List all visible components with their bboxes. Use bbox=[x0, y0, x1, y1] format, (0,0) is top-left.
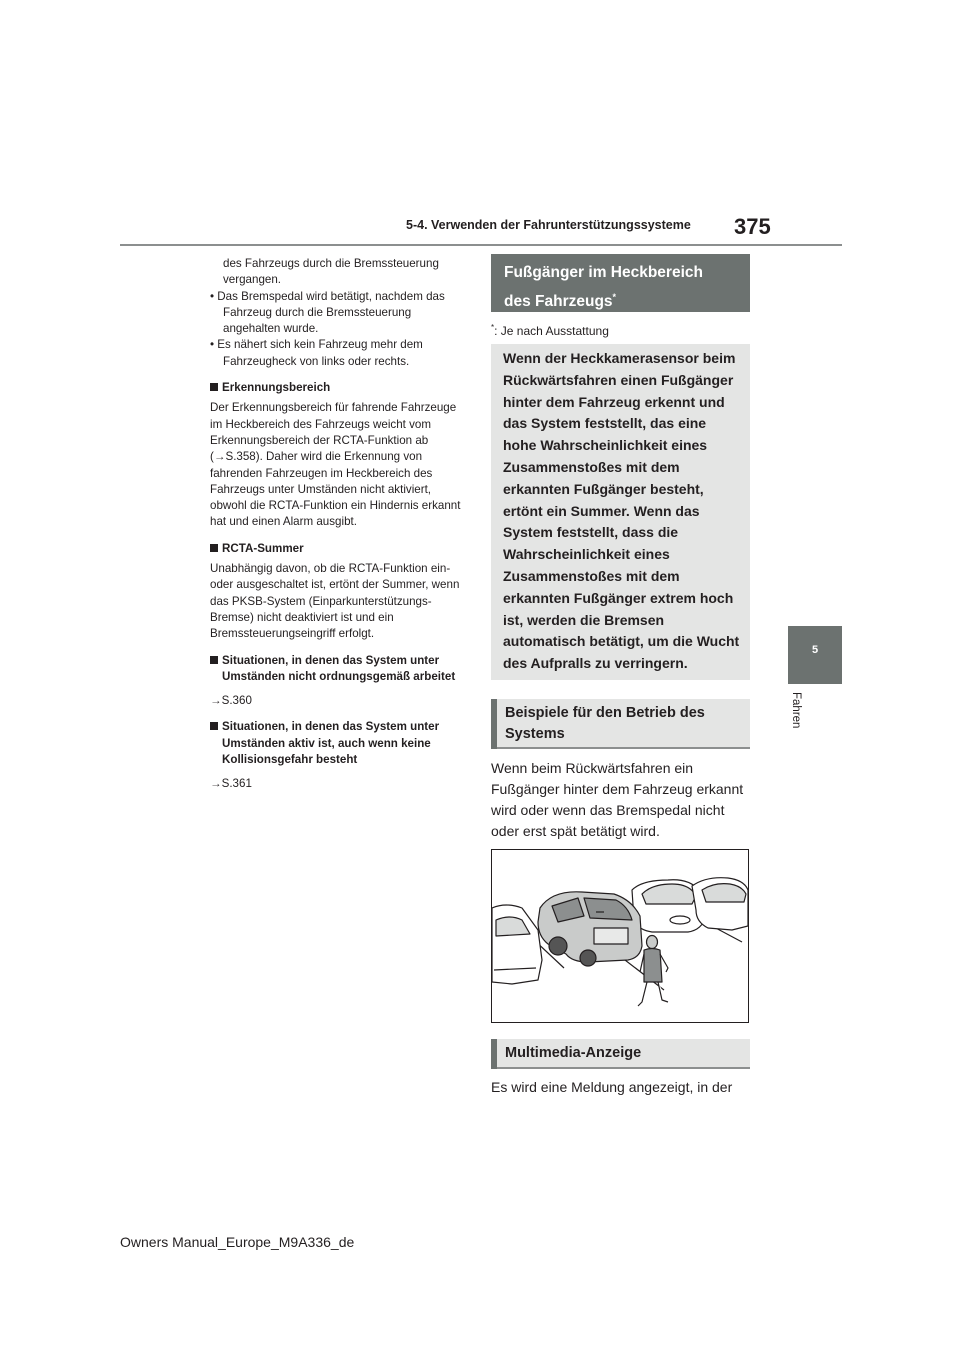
section-title: 5-4. Verwenden der Fahrunterstützungssysteme bbox=[406, 218, 691, 232]
section-heading: Situationen, in denen das System unter Umständen nicht ordnungsgemäß arbeitet bbox=[210, 653, 468, 686]
reversing-pedestrian-illustration bbox=[492, 850, 748, 1022]
multimedia-text: Es wird eine Meldung angezeigt, in der bbox=[491, 1079, 733, 1095]
subheading-examples: Beispiele für den Betrieb des Systems bbox=[491, 699, 750, 749]
cross-reference[interactable]: →S.360 bbox=[210, 694, 252, 708]
footer-text: Owners Manual_Europe_M9A336_de bbox=[120, 1234, 355, 1250]
section-body: Unabhängig davon, ob die RCTA-Funktion ein- oder ausgeschaltet ist, ertönt der Summer, wenn das PKSB-System (Einparkunterstützungs-Bremse) nicht deaktiviert ist und ein Bremssteuerungseingriff erfolgt. bbox=[210, 562, 460, 641]
subheading-multimedia: Multimedia-Anzeige bbox=[491, 1039, 750, 1069]
section-heading: Erkennungsbereich bbox=[210, 380, 468, 396]
reversing-suv-icon bbox=[538, 892, 642, 966]
illustration-frame bbox=[491, 849, 749, 1023]
bullet-item: • Das Bremspedal wird betätigt, nachdem das Fahrzeug durch die Bremssteuerung angehalten wurde. bbox=[210, 289, 445, 336]
cross-reference[interactable]: →S.361 bbox=[210, 777, 252, 791]
continued-text: des Fahrzeugs durch die Bremssteuerung vergangen. bbox=[223, 257, 439, 287]
square-bullet-icon bbox=[210, 544, 218, 552]
example-text: Wenn beim Rückwärtsfahren ein Fußgänger hinter dem Fahrzeug erkannt wird oder wenn das Bremspedal nicht oder erst spät betätigt wird. bbox=[491, 760, 744, 839]
page-number: 375 bbox=[734, 214, 771, 239]
section-body: Der Erkennungsbereich für fahrende Fahrzeuge im Heckbereich des Fahrzeugs weicht vom Erkennungsbereich der RCTA-Funktion ab (→S.358). Daher wird die Erkennung von fahrenden Fahrzeugen im Heckbereich des Fahrzeugs unter Umständen nicht aktiviert, obwohl die RCTA-Funktion ein Hindernis erkannt hat und einen Alarm ausgibt. bbox=[210, 401, 461, 529]
parked-car-far-icon bbox=[692, 878, 748, 930]
square-bullet-icon bbox=[210, 656, 218, 664]
info-box bbox=[491, 344, 750, 680]
main-heading: Fußgänger im Heckbereich des Fahrzeugs* bbox=[491, 254, 750, 312]
chapter-label: Fahren bbox=[790, 692, 802, 729]
chapter-number: 5 bbox=[811, 644, 819, 656]
chapter-tab bbox=[788, 626, 842, 684]
header-divider bbox=[120, 244, 842, 246]
square-bullet-icon bbox=[210, 383, 218, 391]
section-heading: Situationen, in denen das System unter Umständen aktiv ist, auch wenn keine Kollisionsgefahr besteht bbox=[210, 719, 468, 768]
footnote: *: Je nach Ausstattung bbox=[491, 323, 609, 338]
info-box-text: Wenn der Heckkamerasensor beim Rückwärtsfahren einen Fußgänger hinter dem Fahrzeug erkennt und das System feststellt, das eine hohe Wahrscheinlichkeit eines Zusammenstoßes mit dem erkannten Fußgänger besteht, ertönt ein Summer. Wenn das System feststellt, dass die Wahrscheinlichkeit eines Zusammenstoßes mit dem erkannten Fußgänger extrem hoch ist, werden die Bremsen automatisch betätigt, um die Wucht des Aufpralls zu verringern. bbox=[503, 350, 740, 672]
square-bullet-icon bbox=[210, 722, 218, 730]
parked-car-left-icon bbox=[492, 905, 542, 984]
left-column bbox=[210, 256, 468, 793]
section-heading: RCTA-Summer bbox=[210, 541, 468, 557]
bullet-item: • Es nähert sich kein Fahrzeug mehr dem Fahrzeugheck von links oder rechts. bbox=[210, 338, 423, 368]
